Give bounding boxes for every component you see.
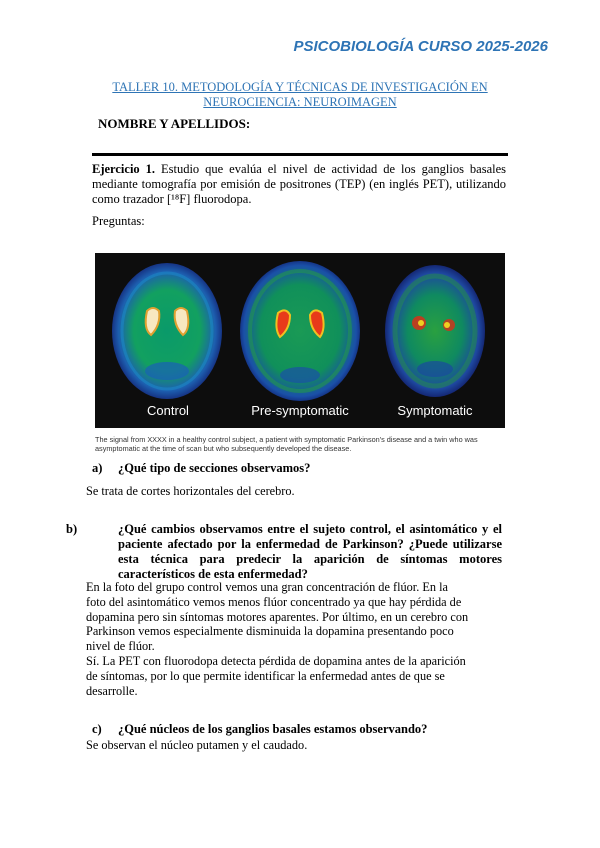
answer-line: Se observan el núcleo putamen y el caudado.: [86, 738, 308, 752]
question-a-number: a): [92, 461, 103, 475]
question-b-number: b): [66, 522, 78, 536]
question-c: [92, 722, 427, 737]
name-label: NOMBRE Y APELLIDOS:: [98, 116, 251, 131]
horizontal-rule: [92, 153, 508, 156]
figure-caption: The signal from XXXX in a healthy control subject, a patient with symptomatic Parkinson's disease and a twin who was asymptomatic at the time of scan but who subsequently developed the disease.: [95, 435, 478, 453]
question-c-text: ¿Qué núcleos de los ganglios basales estamos observando?: [118, 722, 428, 736]
question-b: [66, 522, 502, 582]
control-brain-scan: [112, 263, 222, 399]
presymptomatic-label: Pre-symptomatic: [251, 403, 349, 418]
exercise-label: Ejercicio 1.: [92, 162, 156, 176]
exercise-statement: [92, 162, 506, 207]
question-b-text: ¿Qué cambios observamos entre el sujeto control, el asintomático y el paciente afectado por la enfermedad de Parkinson? ¿Puede utilizarse esta técnica para predecir la aparición de síntomas motores característicos de esta enfermedad?: [118, 522, 502, 581]
answer-a: [86, 484, 295, 499]
symptomatic-label: Symptomatic: [397, 403, 473, 418]
exercise-text: Estudio que evalúa el nivel de actividad de los ganglios basales mediante tomografía por emisión de positrones (TEP) (en inglés PET), utilizando como trazador [¹⁸F] fluorodopa.: [92, 162, 506, 206]
course-header: PSICOBIOLOGÍA CURSO 2025-2026: [293, 38, 548, 55]
answer-b: [86, 580, 468, 698]
answer-line: En la foto del grupo control vemos una gran concentración de flúor. En la: [86, 580, 448, 594]
questions-heading: Preguntas:: [92, 214, 145, 228]
presymptomatic-brain-scan: [240, 261, 360, 401]
workshop-title: TALLER 10. METODOLOGÍA Y TÉCNICAS DE INVESTIGACIÓN EN NEUROCIENCIA: NEUROIMAGEN: [112, 80, 488, 109]
answer-line: foto del asintomático vemos menos flúor concentrado ya que hay pérdida de: [86, 594, 462, 609]
answer-line: nivel de flúor.: [86, 639, 155, 654]
question-a-text: ¿Qué tipo de secciones observamos?: [118, 461, 311, 475]
symptomatic-brain-scan: [385, 265, 485, 397]
pet-scan-figure: [95, 253, 505, 428]
answer-c: [86, 738, 307, 753]
answer-line: dopamina pero sin síntomas motores aparentes. Por último, en un cerebro con: [86, 609, 469, 624]
control-label: Control: [147, 403, 189, 418]
question-a: [92, 461, 310, 476]
answer-line: desarrolle.: [86, 683, 138, 698]
question-c-number: c): [92, 722, 102, 736]
answer-line: Sí. La PET con fluorodopa detecta pérdida de dopamina antes de la aparición: [86, 653, 466, 668]
answer-line: Parkinson vemos especialmente disminuida la dopamina presentando poco: [86, 624, 454, 639]
answer-line: de síntomas, por lo que permite identificar la enfermedad antes de que se: [86, 668, 445, 683]
answer-line: Se trata de cortes horizontales del cerebro.: [86, 484, 295, 498]
